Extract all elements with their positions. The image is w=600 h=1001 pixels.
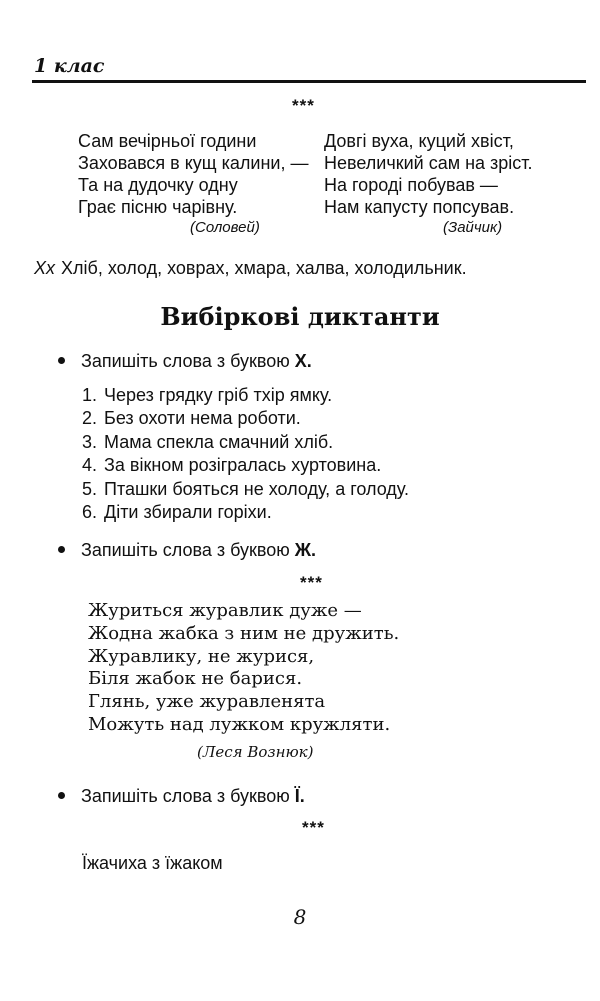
task-letter: Х. <box>294 351 312 371</box>
poem-line: Їжачиха з їжаком <box>82 853 223 873</box>
poem-line: На городі побував — <box>324 175 498 195</box>
item-number: 6. <box>82 501 98 522</box>
item-text: Пташки бояться не холоду, а голоду. <box>104 478 410 499</box>
bullet-icon <box>58 792 65 799</box>
item-text: Без охоти нема роботи. <box>104 408 301 429</box>
riddle-right <box>324 130 533 218</box>
poem-line: Можуть над лужком кружляти. <box>88 713 391 735</box>
item-number: 5. <box>82 478 98 499</box>
letter-words: Хліб, холод, ховрах, хмара, халва, холодильник. <box>61 258 467 278</box>
item-number: 2. <box>82 408 98 429</box>
poem-line: Грає пісню чарівну. <box>78 197 238 217</box>
list-item <box>82 478 409 501</box>
header-rule <box>32 80 586 83</box>
item-text: Мама спекла смачний хліб. <box>104 431 334 452</box>
poem-line: Журиться журавлик дуже — <box>88 600 362 621</box>
poem-line: Біля жабок не барися. <box>88 668 303 690</box>
poem-stars: *** <box>300 573 323 592</box>
item-number: 3. <box>82 431 98 452</box>
riddle-right-answer: (Зайчик) <box>443 219 503 236</box>
sentence-list <box>82 384 409 524</box>
poem-line: Заховався в кущ калини, — <box>78 153 309 173</box>
task-letter: Ж. <box>294 540 317 560</box>
page-number: 8 <box>293 905 307 929</box>
list-item <box>82 501 409 524</box>
list-item <box>82 431 409 454</box>
item-text: Діти збирали горіхи. <box>104 501 272 522</box>
riddle-left <box>78 130 308 218</box>
bullet-icon <box>58 357 65 364</box>
task-heading <box>58 351 312 372</box>
riddle-left-answer: (Соловей) <box>190 219 260 236</box>
running-header: 1 клас <box>34 55 105 77</box>
poem-line: Нам капусту попсував. <box>324 197 515 217</box>
section-title: Вибіркові диктанти <box>160 302 440 331</box>
list-item <box>82 384 409 407</box>
poem-stars: *** <box>302 818 325 837</box>
poem-line: Сам вечірньої години <box>78 131 257 151</box>
poem-line: Жодна жабка з ним не дружить. <box>88 622 400 644</box>
task-heading <box>58 540 316 561</box>
task-prefix: Запишіть слова з буквою <box>81 351 295 371</box>
bullet-icon <box>58 546 65 553</box>
task-prefix: Запишіть слова з буквою <box>81 540 295 560</box>
poem-line: Та на дудочку одну <box>78 175 238 195</box>
list-item <box>82 454 409 477</box>
poem-stars: *** <box>292 96 315 115</box>
item-number: 4. <box>82 455 98 476</box>
letter-label: Хх <box>34 258 56 278</box>
poem-line: Журавлику, не журися, <box>88 645 315 667</box>
poem-line: Довгі вуха, куций хвіст, <box>324 131 514 151</box>
item-number: 1. <box>82 385 98 405</box>
item-text: За вікном розігралась хуртовина. <box>104 455 382 476</box>
poem-line: Невеличкий сам на зріст. <box>324 153 533 173</box>
letter-word-row <box>34 258 467 279</box>
task-prefix: Запишіть слова з буквою <box>81 786 295 806</box>
task-heading <box>58 786 305 807</box>
task-letter: Ї. <box>294 786 305 806</box>
poem-author: (Леся Вознюк) <box>197 743 314 761</box>
list-item <box>82 407 409 430</box>
poem-line: Глянь, уже журавленята <box>88 691 326 713</box>
poem-zh <box>88 600 399 737</box>
item-text: Через грядку гріб тхір ямку. <box>104 385 333 405</box>
